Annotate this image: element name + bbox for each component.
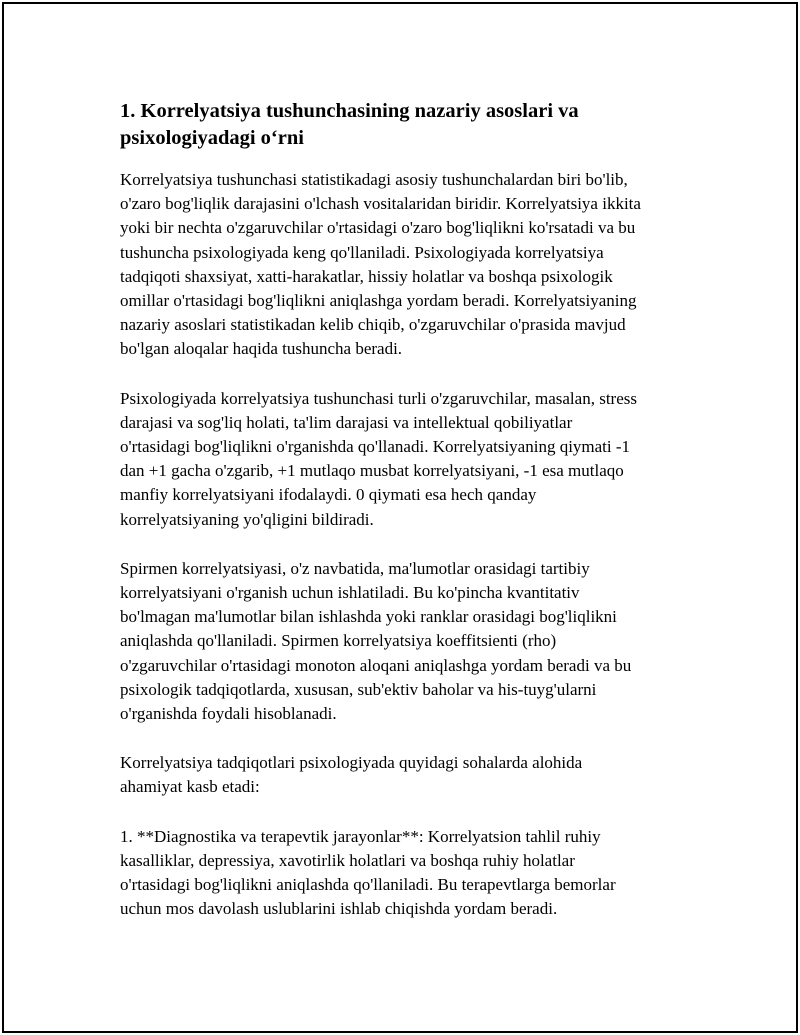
text-line: psixologik tadqiqotlarda, xususan, sub'ektiv baholar va his-tuyg'ularni: [120, 679, 597, 699]
text-line: manfiy korrelyatsiyani ifodalaydi. 0 qiymati esa hech qanday: [120, 485, 537, 505]
paragraph-definition: [120, 168, 690, 362]
text-line: aniqlashda qo'llaniladi. Spirmen korrelyatsiya koeffitsienti (rho): [120, 631, 557, 651]
text-line: korrelyatsiyaning yo'qligini bildiradi.: [120, 509, 374, 529]
text-line: Korrelyatsiya tushunchasi statistikadagi asosiy tushunchalardan biri bo'lib,: [120, 170, 628, 189]
text-line: o'zaro bog'liqlik darajasini o'lchash vositalaridan biridir. Korrelyatsiya ikkita: [120, 194, 641, 214]
paragraph-list-item-1: [120, 825, 690, 922]
document-body: [120, 98, 690, 946]
heading-line: psixologiyadagi o‘rni: [120, 127, 304, 149]
paragraph-spearman: [120, 557, 690, 726]
text-line: o'rganishda foydali hisoblanadi.: [120, 704, 337, 724]
text-line: Psixologiyada korrelyatsiya tushunchasi turli o'zgaruvchilar, masalan, stress: [120, 388, 637, 408]
text-line: korrelyatsiyani o'rganish uchun ishlatiladi. Bu ko'pincha kvantitativ: [120, 583, 580, 603]
paragraph-fields-intro: [120, 751, 690, 799]
text-line: yoki bir nechta o'zgaruvchilar o'rtasidagi o'zaro bog'liqlikni ko'rsatadi va bu: [120, 218, 636, 238]
text-line: bo'lmagan ma'lumotlar bilan ishlashda yoki ranklar orasidagi bog'liqlikni: [120, 607, 617, 627]
paragraph-range: [120, 387, 690, 532]
text-line: 1. **Diagnostika va terapevtik jarayonlar**: Korrelyatsion tahlil ruhiy: [120, 826, 601, 846]
text-line: o'rtasidagi bog'liqlikni o'rganishda qo'llanadi. Korrelyatsiyaning qiymati -1: [120, 437, 631, 457]
text-line: Spirmen korrelyatsiyasi, o'z navbatida, ma'lumotlar orasidagi tartibiy: [120, 558, 590, 578]
text-line: tushuncha psixologiyada keng qo'llaniladi. Psixologiyada korrelyatsiya: [120, 242, 604, 262]
text-line: nazariy asoslari statistikadan kelib chiqib, o'zgaruvchilar o'prasida mavjud: [120, 315, 626, 335]
text-line: uchun mos davolash uslublarini ishlab chiqishda yordam beradi.: [120, 899, 558, 919]
heading-line: 1. Korrelyatsiya tushunchasining nazariy asoslari va: [120, 100, 579, 122]
text-line: omillar o'rtasidagi bog'liqlikni aniqlashga yordam beradi. Korrelyatsiyaning: [120, 291, 637, 311]
text-line: tadqiqoti shaxsiyat, xatti-harakatlar, hissiy holatlar va boshqa psixologik: [120, 266, 613, 286]
text-line: kasalliklar, depressiya, xavotirlik holatlari va boshqa ruhiy holatlar: [120, 850, 575, 870]
text-line: bo'lgan aloqalar haqida tushuncha beradi.: [120, 339, 403, 359]
text-line: dan +1 gacha o'zgarib, +1 mutlaqo musbat korrelyatsiyani, -1 esa mutlaqo: [120, 461, 624, 481]
section-heading: [120, 98, 690, 152]
text-line: ahamiyat kasb etadi:: [120, 777, 260, 797]
text-line: o'zgaruvchilar o'rtasidagi monoton aloqani aniqlashga yordam beradi va bu: [120, 655, 632, 675]
text-line: darajasi va sog'liq holati, ta'lim darajasi va intellektual qobiliyatlar: [120, 412, 573, 432]
text-line: Korrelyatsiya tadqiqotlari psixologiyada quyidagi sohalarda alohida: [120, 753, 583, 773]
text-line: o'rtasidagi bog'liqlikni aniqlashda qo'llaniladi. Bu terapevtlarga bemorlar: [120, 875, 616, 895]
page-frame: [2, 2, 798, 1033]
